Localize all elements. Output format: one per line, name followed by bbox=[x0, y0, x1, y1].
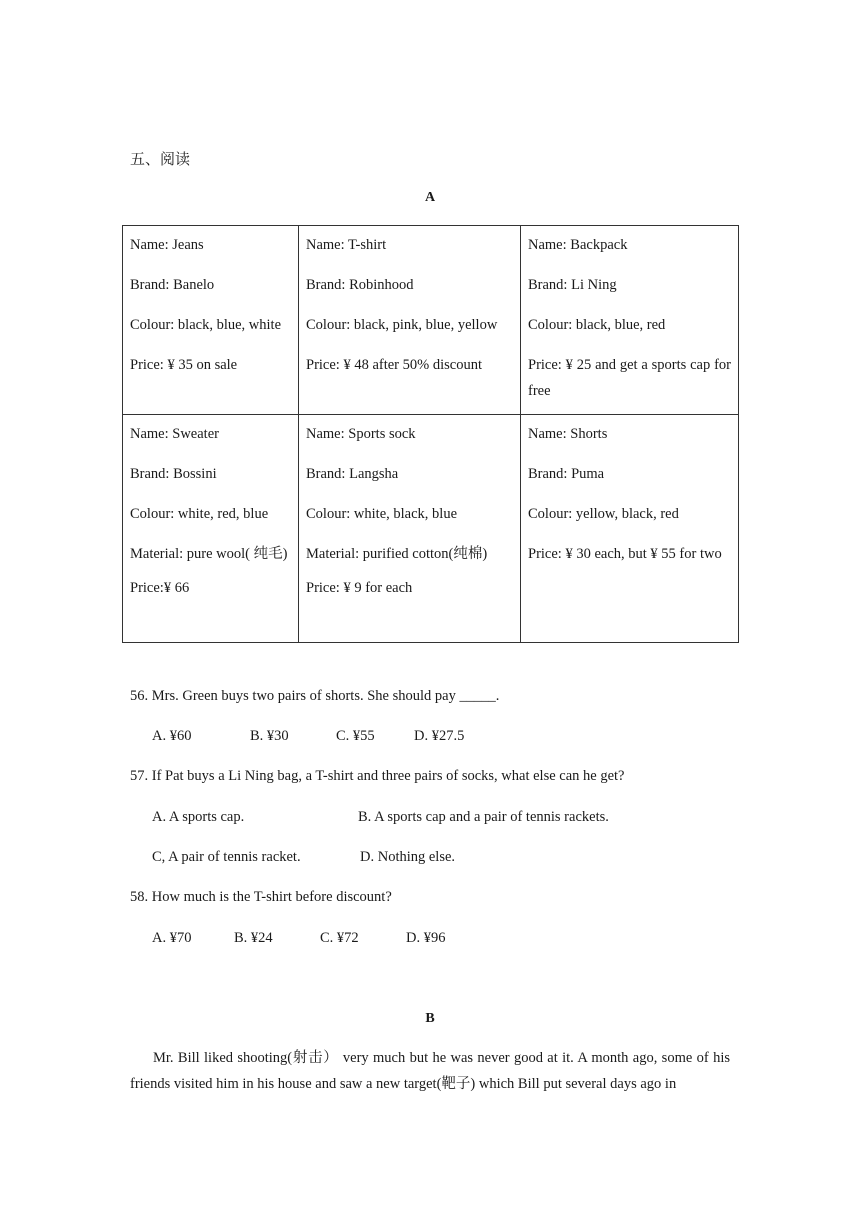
product-colour: Colour: black, pink, blue, yellow bbox=[306, 317, 498, 333]
product-name: Name: Shorts bbox=[528, 426, 608, 442]
option-a[interactable]: A. ¥70 bbox=[152, 930, 192, 946]
product-cell-sports-sock bbox=[299, 415, 521, 643]
product-brand: Brand: Banelo bbox=[130, 277, 215, 293]
product-price: Price: ¥ 25 and get a sports cap for free bbox=[528, 357, 731, 399]
product-price: Price: ¥ 48 after 50% discount bbox=[306, 357, 482, 373]
product-price: Price: ¥ 9 for each bbox=[306, 580, 413, 596]
product-cell-backpack bbox=[521, 226, 739, 415]
product-price: Price: ¥ 35 on sale bbox=[130, 357, 238, 373]
option-c[interactable]: C. ¥55 bbox=[336, 728, 375, 744]
product-name: Name: Sports sock bbox=[306, 426, 416, 442]
product-cell-shorts bbox=[521, 415, 739, 643]
product-name: Name: Jeans bbox=[130, 237, 204, 253]
question-56: 56. Mrs. Green buys two pairs of shorts. She should pay _____. bbox=[130, 688, 500, 704]
product-cell-jeans bbox=[123, 226, 299, 415]
question-58: 58. How much is the T-shirt before discount? bbox=[130, 889, 392, 905]
product-colour: Colour: white, red, blue bbox=[130, 506, 269, 522]
question-57: 57. If Pat buys a Li Ning bag, a T-shirt and three pairs of socks, what else can he get? bbox=[130, 768, 625, 784]
product-colour: Colour: black, blue, red bbox=[528, 317, 666, 333]
option-b[interactable]: B. A sports cap and a pair of tennis rackets. bbox=[358, 809, 609, 825]
product-table bbox=[122, 225, 739, 643]
passage-b: Mr. Bill liked shooting(射击） very much but he was never good at it. A month ago, some of his friends visited him in his house and saw a new target(靶子) which Bill put several days ago in bbox=[130, 1050, 730, 1092]
product-name: Name: T-shirt bbox=[306, 237, 387, 253]
product-cell-sweater bbox=[123, 415, 299, 643]
product-price: Price:¥ 66 bbox=[130, 580, 190, 596]
product-colour: Colour: yellow, black, red bbox=[528, 506, 679, 522]
part-a-label: A bbox=[424, 190, 436, 205]
product-name: Name: Sweater bbox=[130, 426, 219, 442]
product-brand: Brand: Puma bbox=[528, 466, 605, 482]
option-c[interactable]: C. ¥72 bbox=[320, 930, 359, 946]
section-title: 五、阅读 bbox=[130, 152, 191, 168]
product-brand: Brand: Robinhood bbox=[306, 277, 414, 293]
product-colour: Colour: black, blue, white bbox=[130, 317, 282, 333]
option-d[interactable]: D. ¥27.5 bbox=[414, 728, 465, 744]
option-a[interactable]: A. ¥60 bbox=[152, 728, 192, 744]
part-b-label: B bbox=[425, 1011, 435, 1026]
product-material: Material: purified cotton(纯棉) bbox=[306, 546, 488, 562]
option-d[interactable]: D. ¥96 bbox=[406, 930, 446, 946]
product-name: Name: Backpack bbox=[528, 237, 628, 253]
option-a[interactable]: A. A sports cap. bbox=[152, 809, 245, 825]
option-b[interactable]: B. ¥24 bbox=[234, 930, 273, 946]
product-cell-tshirt bbox=[299, 226, 521, 415]
product-brand: Brand: Li Ning bbox=[528, 277, 617, 293]
product-material: Material: pure wool( 纯毛) bbox=[130, 546, 288, 562]
option-d[interactable]: D. Nothing else. bbox=[360, 849, 456, 865]
table-row bbox=[123, 415, 739, 643]
product-brand: Brand: Bossini bbox=[130, 466, 217, 482]
option-b[interactable]: B. ¥30 bbox=[250, 728, 289, 744]
table-row bbox=[123, 226, 739, 415]
product-price: Price: ¥ 30 each, but ¥ 55 for two bbox=[528, 546, 722, 562]
product-colour: Colour: white, black, blue bbox=[306, 506, 458, 522]
product-brand: Brand: Langsha bbox=[306, 466, 399, 482]
option-c[interactable]: C, A pair of tennis racket. bbox=[152, 849, 301, 865]
